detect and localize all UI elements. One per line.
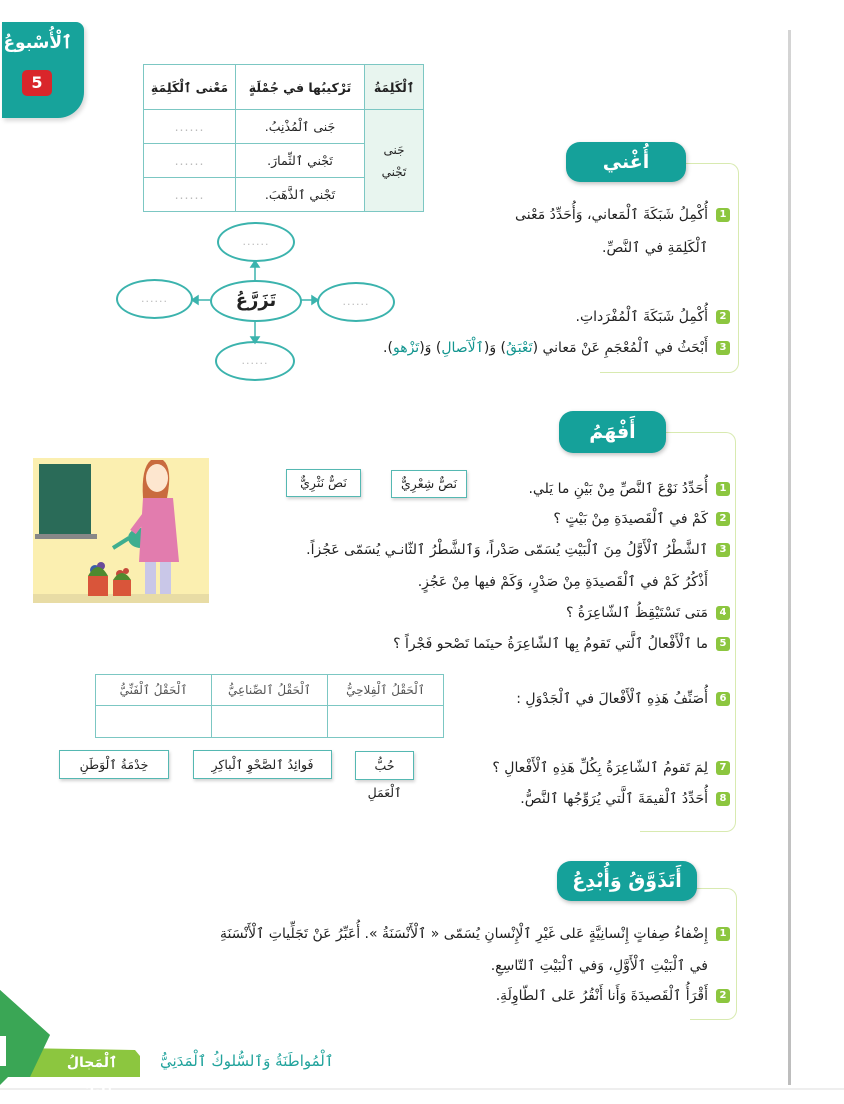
create-question-1-cont: في ٱلْبَيْتِ ٱلْأَوَّلِ، وَفي ٱلْبَيْتِ ٱلتّاسِعِ. [490, 958, 708, 974]
question-text: كَمْ في ٱلْقَصيدَةِ مِنْ بَيْتٍ ؟ [553, 511, 708, 527]
word-line: تَجْني [381, 164, 407, 179]
question-number: 2 [716, 310, 730, 324]
header-word: ٱلْكَلِمَةُ [365, 65, 424, 110]
option-prose-text[interactable]: نَصٌّ نَثْرِيٌّ [286, 469, 361, 497]
question-text: أَقْرَأُ ٱلْقَصيدَةَ وَأَنا أَنْقُرُ عَلى ٱلطّاوِلَةِ. [495, 988, 708, 1004]
question-text: أُكْمِلُ شَبَكَةَ ٱلْمُفْرَداتِ. [575, 309, 708, 325]
map-ellipse-top[interactable]: ...... [217, 222, 295, 262]
field-industrial: ٱلْحَقْلُ ٱلصِّناعِيُّ [212, 675, 328, 706]
sentence-cell: جَنى ٱلْمُذْنِبُ. [236, 110, 365, 144]
fields-table-header [96, 675, 444, 706]
question-text: ما ٱلْأَفْعالُ ٱلَّتي تَقومُ بِها ٱلشّاعِرَةُ حينَما تَصْحو فَجْراً ؟ [393, 636, 708, 652]
understand-question-5 [393, 636, 730, 652]
option-serving-homeland[interactable]: خِدْمَةُ ٱلْوَطَنِ [59, 750, 169, 779]
understand-question-3-cont: أَذْكُرُ كَمْ في ٱلْقَصيدَةِ مِنْ صَدْرٍ، وَكَمْ فيها مِنْ عَجُزٍ. [417, 574, 708, 590]
understand-question-2 [553, 511, 730, 527]
question-number: 5 [716, 637, 730, 651]
question-number: 7 [716, 761, 730, 775]
map-ellipse-right[interactable]: ...... [317, 282, 395, 322]
highlight-word: تَزْهو [392, 340, 420, 356]
week-label: ٱلْأُسْبوعُ [3, 33, 72, 53]
footer-domain-title: ٱلْمُواطَنَةُ وَٱلسُّلوكُ ٱلْمَدَنِيُّ [160, 1052, 334, 1070]
header-meaning: مَعْنى ٱلْكَلِمَةِ [144, 65, 236, 110]
question-text-mid: ) وَ( [419, 340, 442, 356]
question-text: أُحَدِّدُ نَوْعَ ٱلنَّصِّ مِنْ بَيْنِ ما يَلي. [528, 481, 708, 497]
field-artistic: ٱلْحَقْلُ ٱلْفَنِّيُّ [96, 675, 212, 706]
meaning-cell[interactable]: ...... [144, 144, 236, 178]
week-number-badge: 5 [22, 70, 52, 96]
question-number: 6 [716, 692, 730, 706]
question-text: مَتى تَسْتَيْقِظُ ٱلشّاعِرَةُ ؟ [565, 605, 708, 621]
option-love-of-work[interactable]: حُبُّ ٱلْعَمَلِ [355, 751, 414, 780]
vocab-question-1-cont: ٱلْكَلِمَةِ في ٱلنَّصِّ. [602, 240, 708, 256]
question-number: 1 [716, 208, 730, 222]
chalkboard [39, 464, 91, 534]
fields-table-answer-row [96, 706, 444, 738]
question-text: أُحَدِّدُ ٱلْقيمَةَ ٱلَّتي يُرَوِّجُها ٱلنَّصُّ. [520, 791, 708, 807]
section-understand-title: أَفْهَمُ [559, 411, 666, 453]
question-number: 4 [716, 606, 730, 620]
fields-table [95, 674, 444, 738]
meaning-cell[interactable]: ...... [144, 178, 236, 212]
section-vocab-title: أُغْني مُعْجَمي [566, 142, 686, 182]
header-sentence: تَرْكيبُها في جُمْلَةٍ [236, 65, 365, 110]
map-ellipse-bottom[interactable]: ...... [215, 341, 295, 381]
question-text: إِضْفاءُ صِفاتٍ إِنْسانِيَّةٍ عَلى غَيْرِ ٱلْإِنْسانِ يُسَمّى « ٱلْأَنْسَنَةُ ». أُعَبِّرُ عَنْ تَجَلِّياتِ ٱلْأَنْسَنَةِ [220, 926, 708, 942]
question-text-pre: أَبْحَثُ في ٱلْمُعْجَمِ عَنْ مَعاني ( [532, 340, 708, 356]
question-text: لِمَ تَقومُ ٱلشّاعِرَةُ بِكُلِّ هَذِهِ ٱلْأَفْعالِ ؟ [492, 760, 708, 776]
create-question-2 [496, 988, 730, 1004]
understand-question-3 [306, 542, 730, 558]
sentence-cell: تَجْني ٱلثِّمارَ. [236, 144, 365, 178]
section-create-title: أَتَذَوَّقُ وَأُبْدِعُ [557, 861, 697, 901]
field-agricultural: ٱلْحَقْلُ ٱلْفِلاحِيُّ [328, 675, 444, 706]
understand-question-1 [528, 481, 730, 497]
girl-face [146, 464, 168, 492]
create-question-1 [220, 926, 730, 942]
flower-pot [88, 576, 108, 596]
sentence-cell: تَجْني ٱلذَّهَبَ. [236, 178, 365, 212]
understand-question-4 [566, 605, 730, 621]
question-text: أُصَنِّفُ هَذِهِ ٱلْأَفْعالَ في ٱلْجَدْوَلِ : [516, 691, 708, 707]
map-center-word: تَزَرَّعُ [210, 280, 302, 322]
meaning-cell[interactable]: ...... [144, 110, 236, 144]
question-text: أُكْمِلُ شَبَكَةَ ٱلْمَعاني، وَأُحَدِّدُ مَعْنى [515, 207, 708, 223]
footer-domain-label: ٱلْمَجالُ ٱلثّاني [66, 1055, 118, 1098]
vocab-question-2 [576, 309, 730, 325]
question-number: 8 [716, 792, 730, 806]
vocab-question-1 [515, 207, 730, 223]
understand-question-8 [520, 791, 730, 807]
question-number: 3 [716, 341, 730, 355]
option-early-waking-benefits[interactable]: فَوائِدُ ٱلصَّحْوِ ٱلْباكِرِ [193, 750, 332, 779]
question-text-mid: ) وَ( [483, 340, 507, 356]
question-number: 2 [716, 512, 730, 526]
highlight-word: ٱلْآصالِ [441, 340, 484, 356]
question-number: 2 [716, 989, 730, 1003]
question-text: ٱلشَّطْرُ ٱلْأَوَّلُ مِنَ ٱلْبَيْتِ يُسَمّى صَدْراً، وَٱلشَّطْرُ ٱلثّانـي يُسَمّى عَجُزاً. [306, 542, 708, 558]
answer-cell[interactable] [328, 706, 444, 738]
highlight-word: تَعْبَقُ [506, 340, 533, 356]
understand-question-7 [492, 760, 730, 776]
question-number: 1 [716, 927, 730, 941]
option-poetic-text[interactable]: نَصٌّ شِعْرِيٌّ [391, 470, 467, 498]
question-number: 3 [716, 543, 730, 557]
vocab-question-3 [383, 340, 730, 356]
map-ellipse-left[interactable]: ...... [116, 279, 193, 319]
question-number: 1 [716, 482, 730, 496]
flower-pot [113, 580, 131, 596]
question-text-post: ). [383, 340, 393, 356]
answer-cell[interactable] [212, 706, 328, 738]
word-line: جَنى [383, 142, 405, 157]
answer-cell[interactable] [96, 706, 212, 738]
girl-watering-plants-illustration [33, 458, 209, 603]
page-number-marker [0, 1036, 6, 1066]
girl-coat [139, 498, 179, 562]
understand-question-6 [516, 691, 730, 707]
